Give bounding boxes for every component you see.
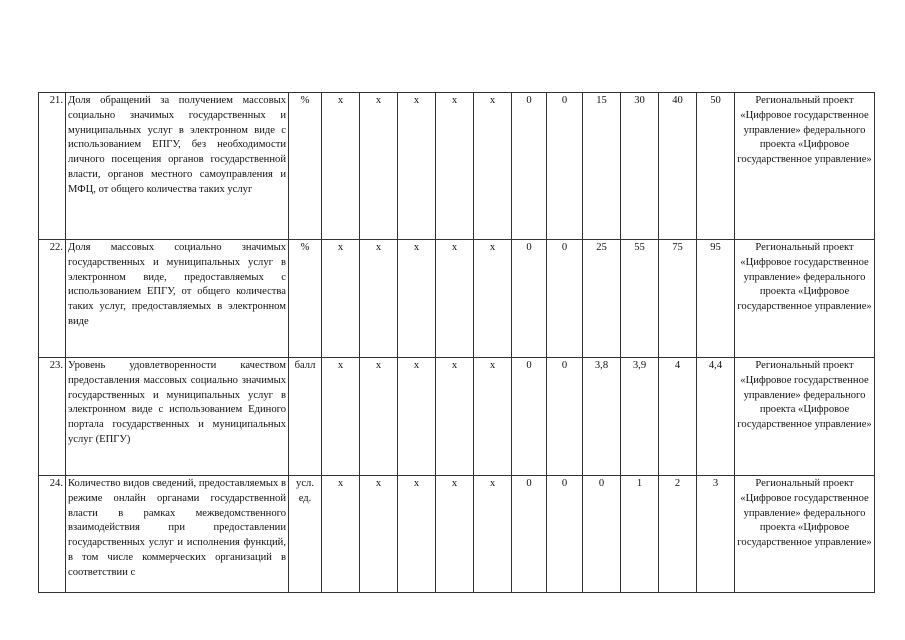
value-cell: х: [436, 240, 474, 358]
value-cell: х: [474, 476, 512, 593]
value-cell: 0: [512, 93, 547, 240]
value-cell: 2: [659, 476, 697, 593]
value-cell: 0: [512, 358, 547, 476]
row-number: 23.: [39, 358, 66, 476]
indicator-name: Количество видов сведений, предоставляемых в режиме онлайн органами государственной власти в рамках межведомственного взаимодействия при предоставлении государственных услуг и исполнения функций, в том числе коммерческих организаций в соответствии с: [66, 476, 289, 593]
value-cell: 0: [512, 240, 547, 358]
value-cell: х: [398, 476, 436, 593]
value-cell: х: [474, 358, 512, 476]
table-row: [39, 240, 875, 358]
value-cell: 3,9: [621, 358, 659, 476]
value-cell: 4,4: [697, 358, 735, 476]
unit-cell: %: [289, 240, 322, 358]
value-cell: 1: [621, 476, 659, 593]
value-cell: 0: [547, 358, 583, 476]
value-cell: х: [360, 93, 398, 240]
value-cell: х: [436, 476, 474, 593]
value-cell: 0: [547, 476, 583, 593]
source-project: Региональный проект «Цифровое государственное управление» федерального проекта «Цифровое государственное управление»: [735, 476, 875, 593]
table-row: [39, 93, 875, 240]
indicators-table: [38, 92, 875, 593]
source-project: Региональный проект «Цифровое государственное управление» федерального проекта «Цифровое государственное управление»: [735, 93, 875, 240]
source-project: Региональный проект «Цифровое государственное управление» федерального проекта «Цифровое государственное управление»: [735, 358, 875, 476]
value-cell: х: [360, 358, 398, 476]
value-cell: х: [398, 358, 436, 476]
value-cell: 75: [659, 240, 697, 358]
value-cell: х: [436, 93, 474, 240]
table-row: [39, 476, 875, 593]
value-cell: х: [474, 93, 512, 240]
value-cell: 3: [697, 476, 735, 593]
unit-cell: %: [289, 93, 322, 240]
value-cell: 25: [583, 240, 621, 358]
source-project: Региональный проект «Цифровое государственное управление» федерального проекта «Цифровое государственное управление»: [735, 240, 875, 358]
value-cell: 95: [697, 240, 735, 358]
unit-cell: усл. ед.: [289, 476, 322, 593]
value-cell: 0: [512, 476, 547, 593]
value-cell: 0: [547, 240, 583, 358]
value-cell: х: [360, 476, 398, 593]
value-cell: 55: [621, 240, 659, 358]
value-cell: 0: [583, 476, 621, 593]
value-cell: х: [398, 240, 436, 358]
value-cell: 30: [621, 93, 659, 240]
value-cell: х: [436, 358, 474, 476]
value-cell: х: [322, 240, 360, 358]
table-row: [39, 358, 875, 476]
value-cell: 50: [697, 93, 735, 240]
row-number: 24.: [39, 476, 66, 593]
row-number: 22.: [39, 240, 66, 358]
indicator-name: Доля обращений за получением массовых социально значимых государственных и муниципальных услуг в электронном виде с использованием ЕПГУ, без необходимости личного посещения органов государственной власти, органов местного самоуправления и МФЦ, от общего количества таких услуг: [66, 93, 289, 240]
value-cell: х: [322, 476, 360, 593]
value-cell: 15: [583, 93, 621, 240]
value-cell: х: [474, 240, 512, 358]
value-cell: 0: [547, 93, 583, 240]
value-cell: х: [360, 240, 398, 358]
value-cell: 3,8: [583, 358, 621, 476]
value-cell: х: [322, 358, 360, 476]
value-cell: 4: [659, 358, 697, 476]
value-cell: х: [322, 93, 360, 240]
value-cell: 40: [659, 93, 697, 240]
row-number: 21.: [39, 93, 66, 240]
indicator-name: Уровень удовлетворенности качеством предоставления массовых социально значимых государственных и муниципальных услуг в электронном виде с использованием Единого портала государственных и муниципальных услуг (ЕПГУ): [66, 358, 289, 476]
indicator-name: Доля массовых социально значимых государственных и муниципальных услуг в электронном виде, предоставляемых с использованием ЕПГУ, от общего количества таких услуг, предоставляемых в электронном виде: [66, 240, 289, 358]
unit-cell: балл: [289, 358, 322, 476]
value-cell: х: [398, 93, 436, 240]
